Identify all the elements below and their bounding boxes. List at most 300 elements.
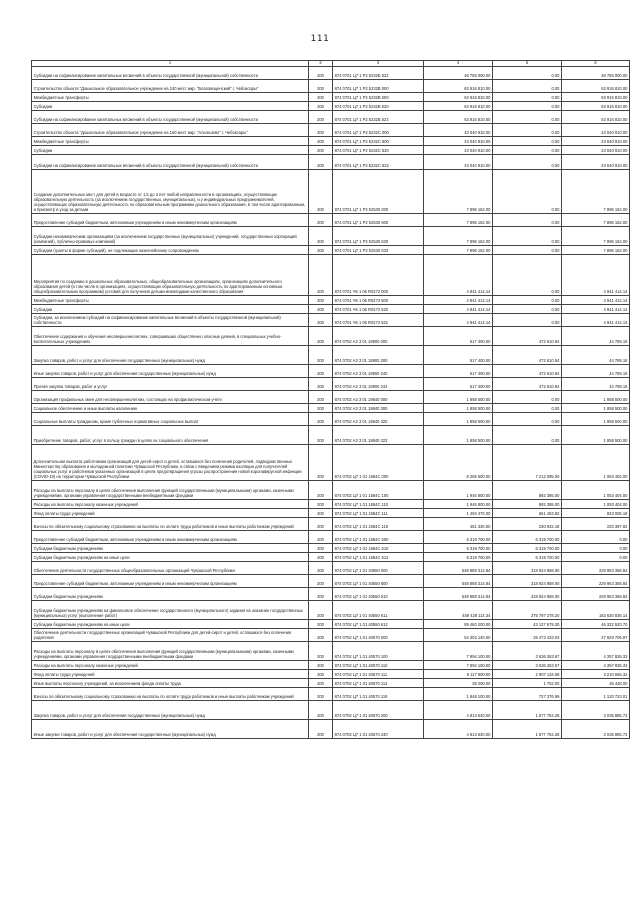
row-plan-cell: 7 896 162.00 <box>424 246 493 255</box>
row-ministry-cell: 200 <box>309 246 333 255</box>
row-plan-cell: 1 848 100.00 <box>424 688 493 701</box>
row-ministry-cell: 200 <box>309 601 333 620</box>
row-code-cell: 874 0701 Ц7 1 P2 5232В 520 <box>333 102 424 111</box>
row-name-cell: Расходы на выплаты персоналу казенных учреждений <box>32 500 309 509</box>
row-code-cell: 874 0701 Ц7 1 P2 5232С 520 <box>333 146 424 155</box>
row-fact-cell: 472 610.84 <box>493 327 562 346</box>
row-code-cell: 874 0702 Ц7 1 01 1584С 600 <box>333 531 424 544</box>
row-name-cell: Субсидии, за исключением субсидий на софинансирование капитальных вложений в объекты государственной (муниципальной) собственности <box>32 314 309 327</box>
row-remainder-cell: 48 755 000.00 <box>562 67 630 80</box>
row-fact-cell: 0.00 <box>493 314 562 327</box>
row-fact-cell: 0.00 <box>493 246 562 255</box>
row-code-cell: 874 0702 Ц7 1 01 40570 240 <box>333 720 424 739</box>
row-code-cell: 874 0701 Ч6 1 06 R0272 521 <box>333 314 424 327</box>
row-remainder-cell: 0.00 <box>562 553 630 562</box>
row-code-cell: 874 0701 Ц7 1 P2 52530 633 <box>333 246 424 255</box>
row-plan-cell: 7 994 100.00 <box>424 661 493 670</box>
row-code-cell: 874 0702 Ц7 1 01 1584С 119 <box>333 518 424 531</box>
row-ministry-cell: 200 <box>309 701 333 720</box>
row-name-cell: Взносы по обязательному социальному страхованию на выплаты по оплате труда работников и иные выплаты работникам учреждений <box>32 518 309 531</box>
row-remainder-cell: 1 053 404.00 <box>562 445 630 481</box>
row-name-cell: Субсидии <box>32 102 309 111</box>
row-plan-cell: 548 888 314.84 <box>424 575 493 588</box>
row-name-cell: Мероприятия по созданию в дошкольных образовательных, общеобразовательных организациях, организациях дополнительного образования детей (в том числе в организациях, осуществляющих образовательную деятельность по адаптированным основным общеобразовательным программам) условий для получения детьми-инвалидами качественного образования <box>32 255 309 296</box>
row-ministry-cell: 200 <box>309 155 333 170</box>
row-name-cell: Расходы на выплаты персоналу в целях обеспечения выполнения функций государственными (муниципальными) органами, казенными учреждениями, органами управления государственными внебюджетными фондами <box>32 642 309 661</box>
row-remainder-cell: 0.00 <box>562 531 630 544</box>
row-fact-cell: 7 212 095.00 <box>493 445 562 481</box>
row-name-cell: Строительство объекта "Дошкольное образовательное учреждение на 240 мест мкр. "Благовещенский" г. Чебоксары" <box>32 80 309 93</box>
budget-table <box>31 60 630 739</box>
row-name-cell: Социальные выплаты гражданам, кроме публичных нормативных социальных выплат <box>32 413 309 426</box>
table-body <box>32 67 630 739</box>
row-fact-cell: 0.00 <box>493 93 562 102</box>
row-ministry-cell: 200 <box>309 588 333 601</box>
row-ministry-cell: 200 <box>309 80 333 93</box>
row-plan-cell: 517 400.00 <box>424 327 493 346</box>
row-name-cell: Предоставление субсидий бюджетным, автономным учреждениям и иным некоммерческим организациям <box>32 531 309 544</box>
row-plan-cell: 63 916 810.00 <box>424 80 493 93</box>
row-ministry-cell: 200 <box>309 679 333 688</box>
row-plan-cell: 63 916 810.00 <box>424 93 493 102</box>
row-name-cell: Субсидии на софинансирование капитальных вложений в объекты государственной (муниципальной) собственности <box>32 155 309 170</box>
row-remainder-cell: 27 829 706.97 <box>562 629 630 642</box>
row-name-cell: Субсидии бюджетным учреждениям на иные цели <box>32 620 309 629</box>
row-fact-cell: 892 395.00 <box>493 500 562 509</box>
row-fact-cell: 0.00 <box>493 146 562 155</box>
table-row <box>32 404 630 413</box>
row-code-cell: 874 0701 Ц7 1 P2 5232В 000 <box>333 80 424 93</box>
row-ministry-cell: 200 <box>309 553 333 562</box>
row-ministry-cell: 200 <box>309 378 333 391</box>
row-code-cell: 874 0702 А3 3 01 19840 000 <box>333 391 424 404</box>
row-remainder-cell: 4 941 414.14 <box>562 296 630 305</box>
row-remainder-cell: 4 941 414.14 <box>562 305 630 314</box>
row-name-cell: Фонд оплаты труда учреждений <box>32 670 309 679</box>
row-name-cell: Обеспечение деятельности государственных организаций Чувашской Республики для детей-сирот и детей, оставшихся без попечения родителей <box>32 629 309 642</box>
row-plan-cell: 451 330.00 <box>424 518 493 531</box>
table-row <box>32 227 630 246</box>
row-ministry-cell: 200 <box>309 413 333 426</box>
table-row <box>32 214 630 227</box>
row-name-cell: Субсидии бюджетным учреждениям <box>32 588 309 601</box>
row-code-cell: 874 0702 Ц7 1 01 40570 111 <box>333 670 424 679</box>
row-ministry-cell: 200 <box>309 305 333 314</box>
row-name-cell: Обеспечение деятельности государственных общеобразовательных организаций Чувашской Республики <box>32 562 309 575</box>
row-code-cell: 874 0702 Ц7 1 01 40550 000 <box>333 562 424 575</box>
table-row <box>32 544 630 553</box>
row-plan-cell: 4 941 414.14 <box>424 296 493 305</box>
row-code-cell: 874 0702 А3 3 01 18900 200 <box>333 346 424 365</box>
row-code-cell: 874 0702 Ц7 1 01 1584С 100 <box>333 481 424 500</box>
row-code-cell: 874 0702 Ц7 1 01 40570 200 <box>333 701 424 720</box>
row-name-cell: Организация профильных смен для несовершеннолетних, состоящих на профилактическом учете <box>32 391 309 404</box>
row-plan-cell: 517 400.00 <box>424 365 493 378</box>
row-remainder-cell: 229 963 356.84 <box>562 588 630 601</box>
table-row <box>32 255 630 296</box>
row-name-cell: Предоставление субсидий бюджетным, автономным учреждениям и иным некоммерческим организациям <box>32 575 309 588</box>
table-row <box>32 553 630 562</box>
row-fact-cell: 0.00 <box>493 296 562 305</box>
row-ministry-cell: 200 <box>309 170 333 214</box>
row-plan-cell: 1 858 500.00 <box>424 426 493 445</box>
table-row <box>32 378 630 391</box>
row-fact-cell: 661 463.82 <box>493 509 562 518</box>
row-fact-cell: 0.00 <box>493 255 562 296</box>
row-fact-cell: 0.00 <box>493 102 562 111</box>
row-remainder-cell: 1 858 500.00 <box>562 404 630 413</box>
row-plan-cell: 4 941 414.14 <box>424 314 493 327</box>
row-fact-cell: 0.00 <box>493 305 562 314</box>
row-name-cell: Строительство объекта "Дошкольное образовательное учреждение на 160 мест мкр. "Альгешево" г. Чебоксары" <box>32 124 309 137</box>
row-plan-cell: 4 941 414.14 <box>424 305 493 314</box>
table-row <box>32 170 630 214</box>
table-row <box>32 413 630 426</box>
row-code-cell: 874 0702 А3 3 01 19840 320 <box>333 413 424 426</box>
row-code-cell: 874 0702 Ц7 1 01 1584С 110 <box>333 500 424 509</box>
row-ministry-cell: 200 <box>309 146 333 155</box>
row-code-cell: 874 0702 А3 3 01 18900 000 <box>333 327 424 346</box>
row-name-cell: Иные выплаты персоналу учреждений, за исключением фонда оплаты труда <box>32 679 309 688</box>
table-row <box>32 137 630 146</box>
row-plan-cell: 7 896 162.00 <box>424 214 493 227</box>
row-fact-cell: 1 752.00 <box>493 679 562 688</box>
row-fact-cell: 0.00 <box>493 111 562 124</box>
row-name-cell: Обеспечение содержания и обучения несовершеннолетних, совершивших общественно опасные деяния, в специальных учебно-воспитательных учреждениях <box>32 327 309 346</box>
row-ministry-cell: 200 <box>309 67 333 80</box>
row-name-cell: Приобретение товаров, работ, услуг в пользу граждан в целях их социального обеспечения <box>32 426 309 445</box>
row-ministry-cell: 200 <box>309 93 333 102</box>
row-remainder-cell: 43 040 910.00 <box>562 137 630 146</box>
row-plan-cell: 6 117 800.00 <box>424 670 493 679</box>
row-ministry-cell: 200 <box>309 670 333 679</box>
row-ministry-cell: 200 <box>309 661 333 670</box>
row-plan-cell: 48 755 000.00 <box>424 67 493 80</box>
table-row <box>32 601 630 620</box>
row-fact-cell: 6 319 700.00 <box>493 531 562 544</box>
row-plan-cell: 6 319 700.00 <box>424 553 493 562</box>
row-remainder-cell: 46 332 520.70 <box>562 620 630 629</box>
row-fact-cell: 6 319 700.00 <box>493 544 562 553</box>
row-ministry-cell: 200 <box>309 314 333 327</box>
row-remainder-cell: 1 053 404.00 <box>562 500 630 509</box>
row-code-cell: 874 0701 Ц7 1 P2 52530 000 <box>333 170 424 214</box>
table-row <box>32 445 630 481</box>
row-code-cell: 874 0702 Ц7 1 01 40550 612 <box>333 620 424 629</box>
row-remainder-cell: 26 448.00 <box>562 679 630 688</box>
row-name-cell: Создание дополнительных мест для детей в возрасте от 1,5 до 3 лет любой направленности в организациях, осуществляющих образовательную деятельность (за исключением государственных, муниципальных), и у индивидуальных предпринимателей, осуществляющих образовательную деятельность по образовательным программам дошкольного образования, в том числе адаптированным, и присмотр и уход за детьми <box>32 170 309 214</box>
page-number: 111 <box>310 34 330 44</box>
row-fact-cell: 472 610.84 <box>493 346 562 365</box>
row-ministry-cell: 200 <box>309 518 333 531</box>
row-code-cell: 874 0702 Ц7 1 01 40570 119 <box>333 688 424 701</box>
row-ministry-cell: 200 <box>309 255 333 296</box>
row-ministry-cell: 200 <box>309 642 333 661</box>
table-row <box>32 661 630 670</box>
row-plan-cell: 43 040 910.00 <box>424 124 493 137</box>
table-row <box>32 531 630 544</box>
row-name-cell: Расходы на выплаты персоналу в целях обеспечения выполнения функций государственными (муниципальными) органами, казенными учреждениями, органами управления государственными внебюджетными фондами <box>32 481 309 500</box>
row-fact-cell: 0.00 <box>493 227 562 246</box>
row-code-cell: 874 0701 Ч6 1 06 R0272 500 <box>333 296 424 305</box>
table-row <box>32 102 630 111</box>
row-remainder-cell: 229 963 356.84 <box>562 575 630 588</box>
row-fact-cell: 318 924 958.00 <box>493 562 562 575</box>
row-name-cell: Межбюджетные трансферты <box>32 137 309 146</box>
table-row <box>32 620 630 629</box>
column-header: 1 <box>32 61 309 67</box>
row-name-cell: Расходы на выплаты персоналу казенных учреждений <box>32 661 309 670</box>
row-fact-cell: 318 924 958.00 <box>493 575 562 588</box>
row-ministry-cell: 200 <box>309 620 333 629</box>
row-remainder-cell: 4 357 836.33 <box>562 642 630 661</box>
row-fact-cell: 2 907 134.68 <box>493 670 562 679</box>
row-ministry-cell: 200 <box>309 227 333 246</box>
row-code-cell: 874 0702 Ц7 1 01 1584С 111 <box>333 509 424 518</box>
row-plan-cell: 1 858 500.00 <box>424 404 493 413</box>
row-name-cell: Субсидии некоммерческим организациям (за исключением государственных (муниципальных) учреждений, государственных корпораций (компаний), публично-правовых компаний) <box>32 227 309 246</box>
row-ministry-cell: 200 <box>309 445 333 481</box>
row-code-cell: 874 0702 А3 3 01 18900 244 <box>333 378 424 391</box>
row-name-cell: Субсидии на софинансирование капитальных вложений в объекты государственной (муниципальной) собственности <box>32 67 309 80</box>
row-fact-cell: 0.00 <box>493 214 562 227</box>
table-row <box>32 80 630 93</box>
table-row <box>32 155 630 170</box>
row-fact-cell: 3 636 263.67 <box>493 661 562 670</box>
row-plan-cell: 4 913 640.00 <box>424 720 493 739</box>
row-plan-cell: 54 303 140.00 <box>424 629 493 642</box>
row-plan-cell: 89 460 200.00 <box>424 620 493 629</box>
row-plan-cell: 1 494 470.00 <box>424 509 493 518</box>
row-code-cell: 874 0702 Ц7 1 01 1584С 612 <box>333 553 424 562</box>
row-ministry-cell: 200 <box>309 124 333 137</box>
row-name-cell: Субсидии бюджетным учреждениям на иные цели <box>32 553 309 562</box>
table-row <box>32 426 630 445</box>
row-code-cell: 874 0702 А3 3 01 19840 323 <box>333 426 424 445</box>
row-name-cell: Закупка товаров, работ и услуг для обеспечения государственных (муниципальных) нужд <box>32 701 309 720</box>
row-remainder-cell: 43 040 910.00 <box>562 124 630 137</box>
row-fact-cell: 0.00 <box>493 170 562 214</box>
row-name-cell: Субсидии <box>32 146 309 155</box>
row-fact-cell: 275 797 278.20 <box>493 601 562 620</box>
row-code-cell: 874 0702 А3 3 01 18900 240 <box>333 365 424 378</box>
row-plan-cell: 28 200.00 <box>424 679 493 688</box>
table-row <box>32 575 630 588</box>
row-remainder-cell: 3 035 885.72 <box>562 701 630 720</box>
row-ministry-cell: 200 <box>309 500 333 509</box>
row-name-cell: Субсидии бюджетным учреждениям на финансовое обеспечение государственного (муниципального) задания на оказание государственных (муниципальных) услуг (выполнение работ) <box>32 601 309 620</box>
row-fact-cell: 472 610.84 <box>493 378 562 391</box>
table-row <box>32 146 630 155</box>
row-code-cell: 874 0701 Ц7 1 P2 5232С 522 <box>333 155 424 170</box>
row-ministry-cell: 200 <box>309 426 333 445</box>
row-name-cell: Фонд оплаты труда учреждений <box>32 509 309 518</box>
row-code-cell: 874 0701 Ц7 1 P2 5232Б 522 <box>333 67 424 80</box>
row-ministry-cell: 200 <box>309 214 333 227</box>
table-row <box>32 93 630 102</box>
row-code-cell: 874 0701 Ч6 1 06 R0272 520 <box>333 305 424 314</box>
table-row <box>32 391 630 404</box>
row-remainder-cell: 4 357 836.33 <box>562 661 630 670</box>
row-code-cell: 874 0702 Ц7 1 01 40550 610 <box>333 588 424 601</box>
row-remainder-cell: 7 896 162.00 <box>562 214 630 227</box>
row-ministry-cell: 200 <box>309 404 333 413</box>
table-row <box>32 246 630 255</box>
row-ministry-cell: 200 <box>309 346 333 365</box>
row-ministry-cell: 200 <box>309 111 333 124</box>
row-code-cell: 874 0701 Ц7 1 P2 52530 600 <box>333 214 424 227</box>
row-code-cell: 874 0701 Ч6 1 06 R0272 000 <box>333 255 424 296</box>
row-plan-cell: 7 896 162.00 <box>424 170 493 214</box>
table-row <box>32 481 630 500</box>
row-ministry-cell: 200 <box>309 327 333 346</box>
row-plan-cell: 1 858 500.00 <box>424 391 493 404</box>
table-row <box>32 111 630 124</box>
row-code-cell: 874 0702 Ц7 1 01 40550 600 <box>333 575 424 588</box>
table-row <box>32 518 630 531</box>
table-row <box>32 701 630 720</box>
row-code-cell: 874 0702 Ц7 1 01 40570 100 <box>333 642 424 661</box>
row-ministry-cell: 200 <box>309 562 333 575</box>
row-name-cell: Предоставление субсидий бюджетным, автономным учреждениям и иным некоммерческим организациям <box>32 214 309 227</box>
row-ministry-cell: 200 <box>309 391 333 404</box>
row-ministry-cell: 200 <box>309 544 333 553</box>
row-code-cell: 874 0701 Ц7 1 P2 5232С 500 <box>333 137 424 146</box>
row-plan-cell: 6 319 700.00 <box>424 544 493 553</box>
column-header: 4 <box>424 61 493 67</box>
row-ministry-cell: 200 <box>309 296 333 305</box>
row-code-cell: 874 0701 Ц7 1 P2 5232В 500 <box>333 93 424 102</box>
row-plan-cell: 517 400.00 <box>424 346 493 365</box>
row-name-cell: Социальное обеспечение и иные выплаты населению <box>32 404 309 413</box>
table-row <box>32 314 630 327</box>
row-fact-cell: 6 319 700.00 <box>493 553 562 562</box>
row-remainder-cell: 44 789.16 <box>562 327 630 346</box>
row-remainder-cell: 44 789.16 <box>562 378 630 391</box>
row-remainder-cell: 3 035 885.72 <box>562 720 630 739</box>
row-name-cell: Межбюджетные трансферты <box>32 296 309 305</box>
row-name-cell: Прочая закупка товаров, работ и услуг <box>32 378 309 391</box>
row-name-cell: Субсидии на софинансирование капитальных вложений в объекты государственной (муниципальной) собственности <box>32 111 309 124</box>
row-plan-cell: 517 400.00 <box>424 378 493 391</box>
row-name-cell: Закупка товаров, работ и услуг для обеспечения государственных (муниципальных) нужд <box>32 346 309 365</box>
row-code-cell: 874 0701 Ц7 1 P2 5232С 000 <box>333 124 424 137</box>
row-plan-cell: 43 040 910.00 <box>424 155 493 170</box>
row-remainder-cell: 7 896 162.00 <box>562 227 630 246</box>
row-remainder-cell: 44 789.16 <box>562 346 630 365</box>
row-plan-cell: 43 040 910.00 <box>424 137 493 146</box>
row-plan-cell: 548 888 314.84 <box>424 562 493 575</box>
row-fact-cell: 318 924 958.00 <box>493 588 562 601</box>
row-ministry-cell: 200 <box>309 629 333 642</box>
row-fact-cell: 727 376.99 <box>493 688 562 701</box>
row-remainder-cell: 1 120 723.01 <box>562 688 630 701</box>
row-remainder-cell: 63 916 810.00 <box>562 111 630 124</box>
row-plan-cell: 1 858 500.00 <box>424 413 493 426</box>
row-fact-cell: 0.00 <box>493 413 562 426</box>
row-fact-cell: 0.00 <box>493 137 562 146</box>
row-name-cell: Иные закупки товаров, работ и услуг для обеспечения государственных (муниципальных) нужд <box>32 365 309 378</box>
row-plan-cell: 8 265 500.00 <box>424 445 493 481</box>
table-row <box>32 509 630 518</box>
row-remainder-cell: 0.00 <box>562 544 630 553</box>
row-fact-cell: 0.00 <box>493 426 562 445</box>
row-ministry-cell: 200 <box>309 481 333 500</box>
table-row <box>32 296 630 305</box>
column-header: 5 <box>493 61 562 67</box>
row-plan-cell: 7 994 100.00 <box>424 642 493 661</box>
row-fact-cell: 1 877 754.28 <box>493 701 562 720</box>
row-plan-cell: 1 946 800.00 <box>424 481 493 500</box>
table-row <box>32 679 630 688</box>
table-row <box>32 688 630 701</box>
row-remainder-cell: 1 858 500.00 <box>562 413 630 426</box>
row-fact-cell: 472 610.84 <box>493 365 562 378</box>
row-name-cell: Межбюджетные трансферты <box>32 93 309 102</box>
table-row <box>32 642 630 661</box>
row-ministry-cell: 200 <box>309 688 333 701</box>
row-remainder-cell: 63 916 810.00 <box>562 80 630 93</box>
row-fact-cell: 0.00 <box>493 80 562 93</box>
row-fact-cell: 3 636 263.67 <box>493 642 562 661</box>
row-plan-cell: 63 916 810.00 <box>424 102 493 111</box>
row-code-cell: 874 0702 Ц7 1 01 40570 112 <box>333 679 424 688</box>
row-ministry-cell: 200 <box>309 720 333 739</box>
row-name-cell: Субсидии (гранты в форме субсидий), не подлежащие казначейскому сопровождению <box>32 246 309 255</box>
row-fact-cell: 0.00 <box>493 391 562 404</box>
row-plan-cell: 6 319 700.00 <box>424 531 493 544</box>
row-plan-cell: 1 946 800.00 <box>424 500 493 509</box>
row-plan-cell: 459 428 114.34 <box>424 601 493 620</box>
row-remainder-cell: 833 006.18 <box>562 509 630 518</box>
table-row <box>32 67 630 80</box>
table-row <box>32 500 630 509</box>
row-remainder-cell: 4 941 414.14 <box>562 314 630 327</box>
table-row <box>32 670 630 679</box>
table-row <box>32 588 630 601</box>
row-code-cell: 874 0701 Ц7 1 P2 5232В 522 <box>333 111 424 124</box>
row-fact-cell: 26 473 433.03 <box>493 629 562 642</box>
row-remainder-cell: 63 916 810.00 <box>562 93 630 102</box>
row-plan-cell: 4 941 414.14 <box>424 255 493 296</box>
row-remainder-cell: 3 210 665.32 <box>562 670 630 679</box>
row-remainder-cell: 43 040 910.00 <box>562 146 630 155</box>
row-code-cell: 874 0702 Ц7 1 01 1584С 610 <box>333 544 424 553</box>
row-name-cell: Иные закупки товаров, работ и услуг для обеспечения государственных (муниципальных) нужд <box>32 720 309 739</box>
row-fact-cell: 0.00 <box>493 155 562 170</box>
row-plan-cell: 7 896 162.00 <box>424 227 493 246</box>
row-fact-cell: 230 932.18 <box>493 518 562 531</box>
table-row <box>32 562 630 575</box>
table-row <box>32 720 630 739</box>
row-remainder-cell: 1 858 500.00 <box>562 391 630 404</box>
row-remainder-cell: 229 963 356.84 <box>562 562 630 575</box>
row-remainder-cell: 1 053 404.00 <box>562 481 630 500</box>
row-remainder-cell: 7 896 162.00 <box>562 170 630 214</box>
row-fact-cell: 0.00 <box>493 67 562 80</box>
row-remainder-cell: 1 858 500.00 <box>562 426 630 445</box>
row-remainder-cell: 7 896 162.00 <box>562 246 630 255</box>
row-remainder-cell: 183 630 836.14 <box>562 601 630 620</box>
row-fact-cell: 1 877 754.28 <box>493 720 562 739</box>
row-remainder-cell: 44 789.16 <box>562 365 630 378</box>
row-code-cell: 874 0702 Ц7 1 01 40550 611 <box>333 601 424 620</box>
table-row <box>32 124 630 137</box>
column-header: 3 <box>333 61 424 67</box>
table-row <box>32 346 630 365</box>
row-fact-cell: 0.00 <box>493 404 562 413</box>
row-name-cell: Субсидии <box>32 305 309 314</box>
